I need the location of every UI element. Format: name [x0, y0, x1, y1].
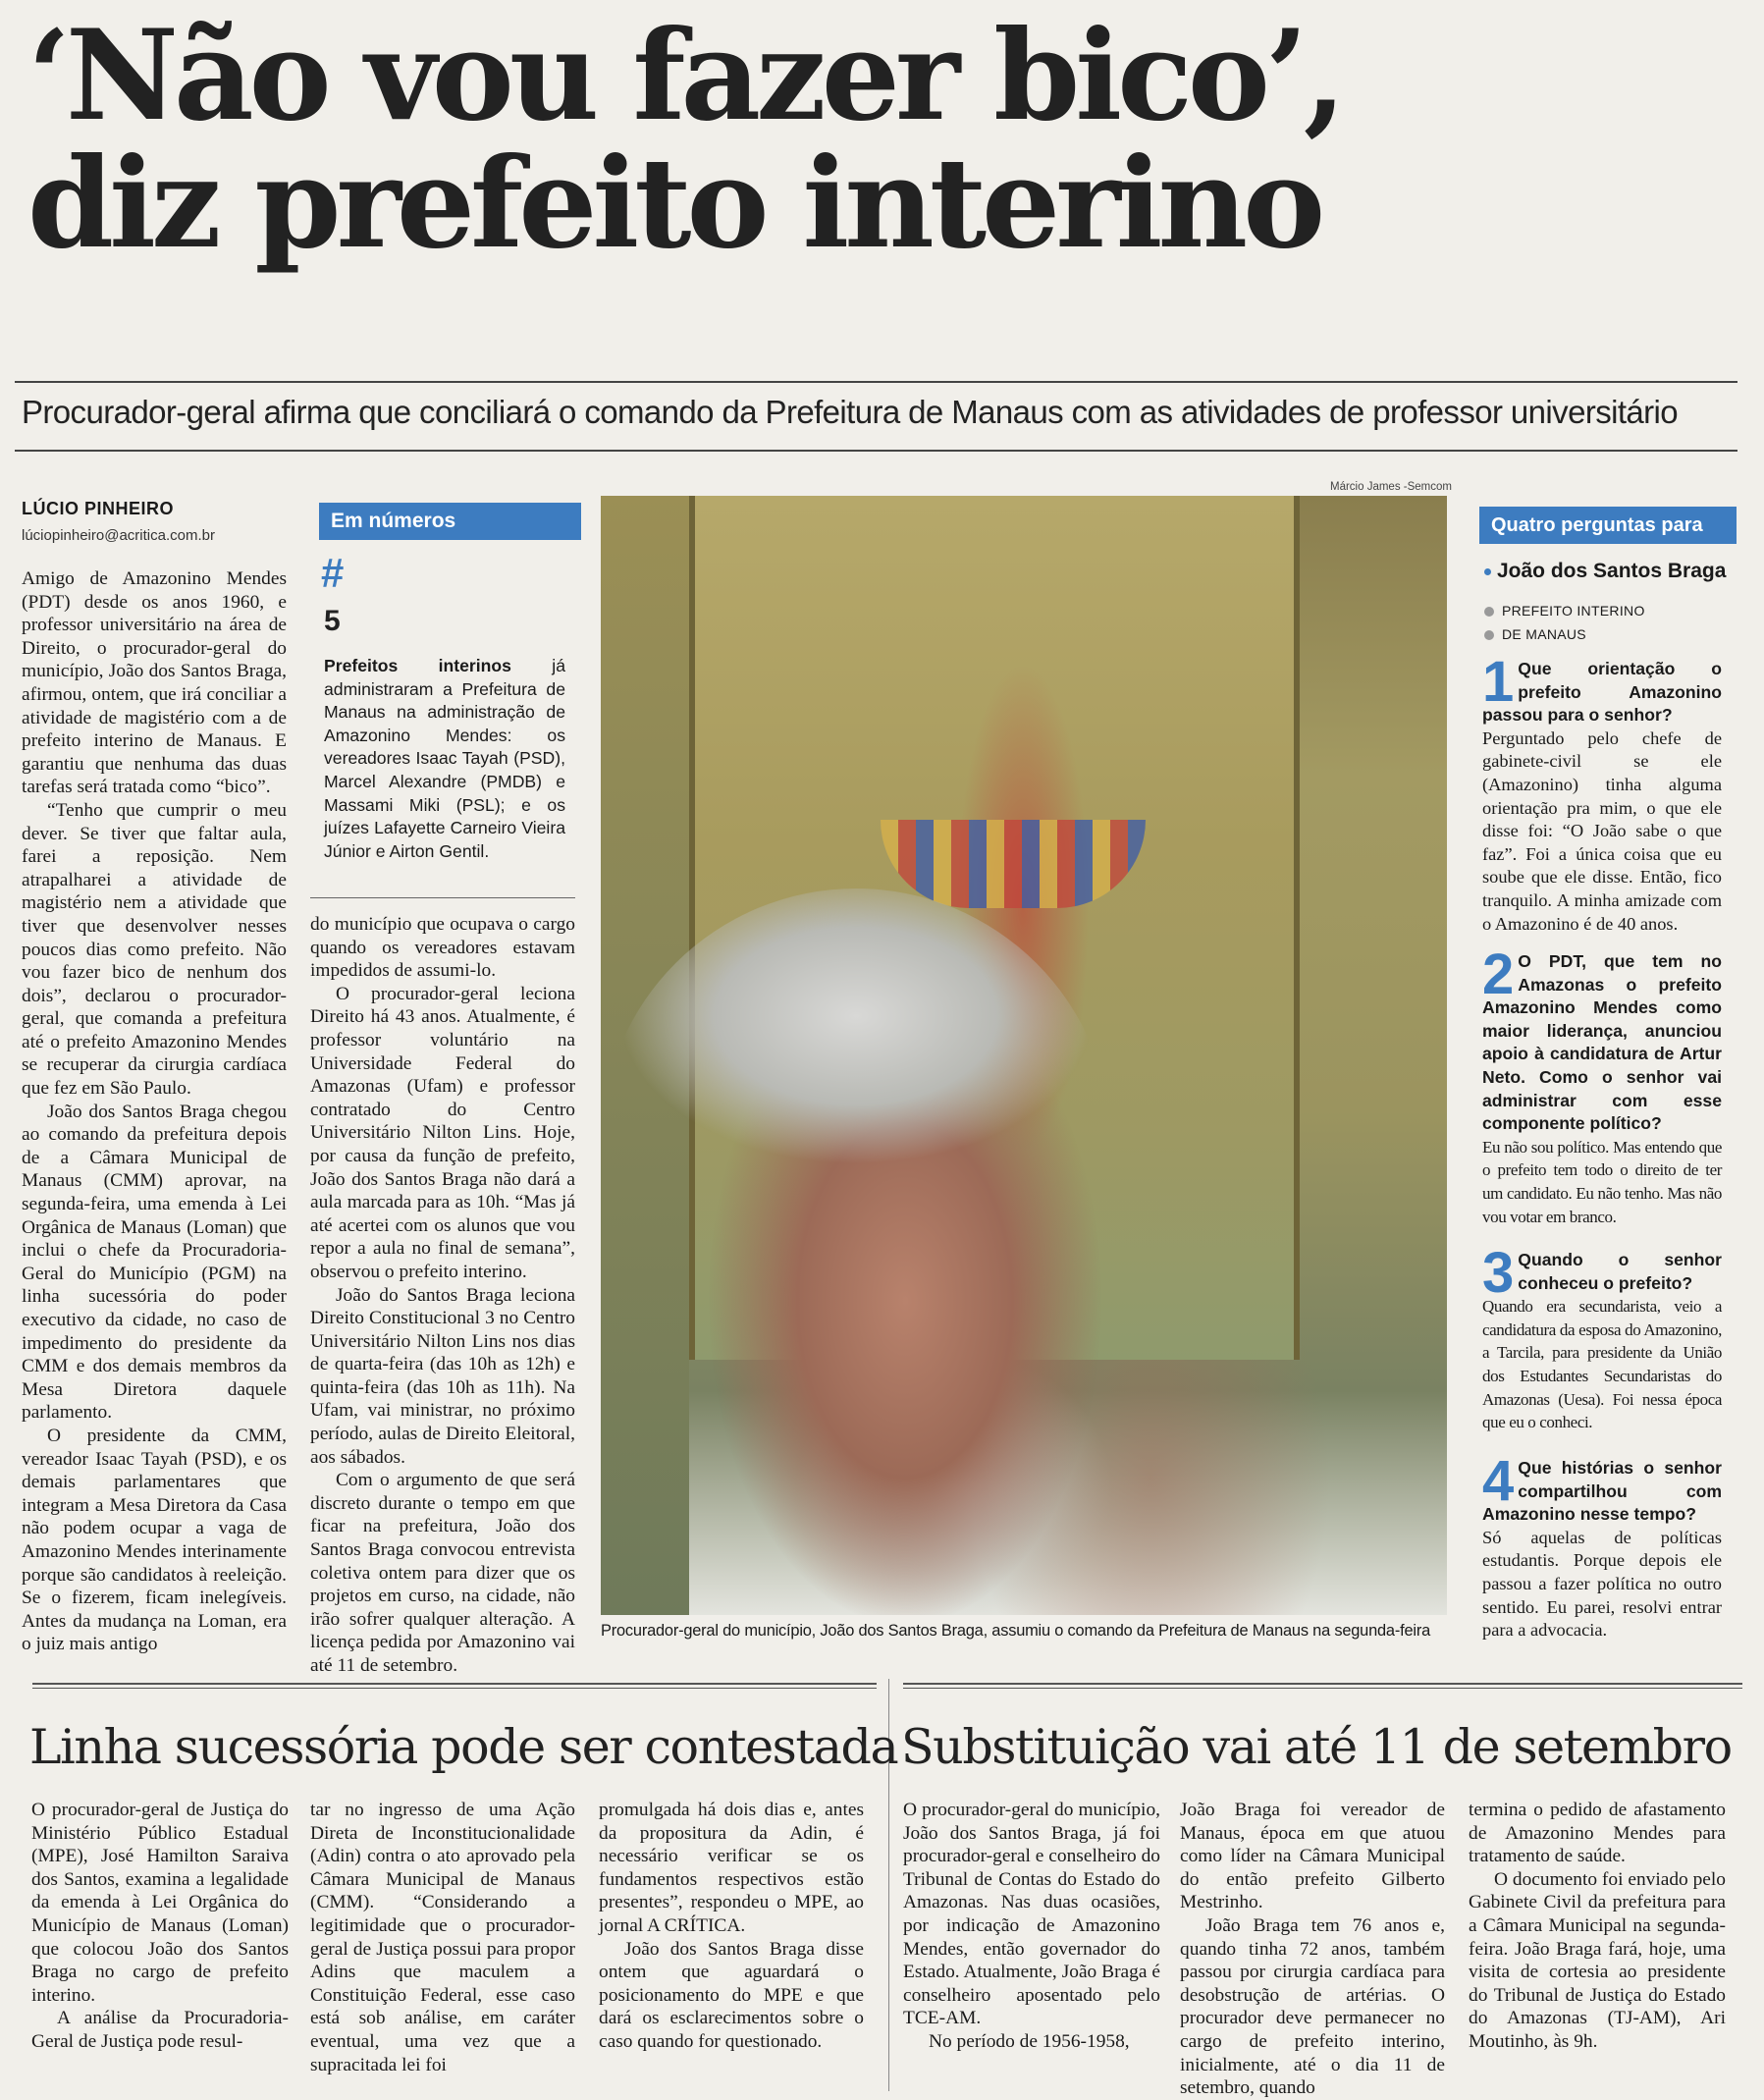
left-story-title: Linha sucessória pode ser contestada: [29, 1719, 898, 1775]
numbers-text: [324, 655, 565, 863]
answer-text: Eu não sou político. Mas entendo que o prefeito tem todo o direito de ter um candidato. Eu não tenho. Mas não vou votar em branco.: [1482, 1137, 1722, 1226]
paragraph: O procurador-geral do município, João dos Santos Braga, já foi procurador-geral e conselheiro do Tribunal de Contas do Estado do Amazonas. Nas duas ocasiões, por indicação de Amazonino Mendes, então governador do Estado. Atualmente, João Braga é conselheiro aposentado pelo TCE-AM.: [903, 1800, 1160, 2029]
paragraph: Com o argumento de que será discreto durante o tempo em que ficar na prefeitura, João dos Santos Braga convocou entrevista coletiva ontem para dizer que os projetos em curso, na cidade, não irão sofrer qualquer alteração. A licença pedida por Amazonino vai até 11 de setembro.: [310, 1470, 575, 1676]
paragraph: tar no ingresso de uma Ação Direta de Inconstitucionalidade (Adin) contra o ato aprovado pela Câmara Municipal de Manaus (CMM). “Considerando a legitimidade que o procurador-geral de Justiça possui para propor Adins que maculem a Constituição Federal, esse caso está sob análise, em caráter eventual, uma vez que a supracitada lei foi: [310, 1800, 575, 2075]
paragraph: termina o pedido de afastamento de Amazonino Mendes para tratamento de saúde.: [1469, 1800, 1726, 1867]
right-story-column-3: [1469, 1799, 1726, 2054]
left-story-rule: [32, 1683, 877, 1689]
right-story-column-1: [903, 1799, 1160, 2054]
photo-credit: Márcio James -Semcom: [1330, 481, 1452, 493]
answer-text: Perguntado pelo chefe de gabinete-civil se ele (Amazonino) tinha alguma orientação pra mim, o que ele disse foi: “O João sabe o que faz”. Foi a única coisa que eu soube que ele disse. Então, fico tranquilo. A minha amizade com o Amazonino é de 40 anos.: [1482, 727, 1722, 934]
numbers-box-rule: [310, 897, 575, 898]
subtitle-rule: [15, 450, 1737, 452]
paragraph: “Tenho que cumprir o meu dever. Se tiver que faltar aula, farei a reposição. Nem atrapalharei a atividade de magistério nem a atividade que tiver que desenvolver nesses poucos dias como prefeito. Não vou fazer bico de nenhum dos dois”, declarou o procurador-geral, que comanda a prefeitura até o prefeito Amazonino Mendes se recuperar da cirurgia cardíaca que fez em São Paulo.: [22, 799, 287, 1100]
paragraph: João dos Santos Braga chegou ao comando da prefeitura depois de a Câmara Municipal de Manaus (CMM) aprovar, na segunda-feira, uma emenda à Lei Orgânica de Manaus (Loman) que inclui o chefe da Procuradoria-Geral do Município (PGM) na linha sucessória do poder executivo da cidade, no caso de impedimento do presidente da CMM e dos demais membros da Mesa Diretora daquele parlamento.: [22, 1101, 287, 1424]
answer-text: Só aquelas de políticas estudantis. Porque depois ele passou a fazer política no outro sentido. Eu parei, resolvi entrar para a advocacia.: [1482, 1527, 1722, 1641]
question-number: 3: [1482, 1241, 1515, 1305]
left-story-column-2: [310, 1799, 575, 2076]
question-text: Que histórias o senhor compartilhou com Amazonino nesse tempo?: [1482, 1458, 1722, 1525]
paragraph: O documento foi enviado pelo Gabinete Civil da prefeitura para a Câmara Municipal na segunda-feira. João Braga fará, hoje, uma visita de cortesia ao presidente do Tribunal de Justiça do Estado do Amazonas (TJ-AM), Ari Moutinho, às 9h.: [1469, 1868, 1726, 2052]
headline-line-1: ‘Não vou fazer bico’,: [27, 3, 1342, 148]
top-rule: [15, 381, 1737, 383]
headline-line-2: diz prefeito interino: [27, 131, 1321, 276]
hash-icon: #: [321, 550, 345, 596]
question-number: 2: [1482, 942, 1515, 1006]
question-number: 1: [1482, 650, 1515, 714]
photo-caption: Procurador-geral do município, João dos Santos Braga, assumiu o comando da Prefeitura de Manaus na segunda-feira: [601, 1622, 1430, 1640]
question-text: Que orientação o prefeito Amazonino passou para o senhor?: [1482, 659, 1722, 726]
interviewee-role-2: DE MANAUS: [1484, 626, 1586, 642]
author-name: LÚCIO PINHEIRO: [22, 499, 175, 518]
right-story-title: Substituição vai até 11 de setembro: [901, 1719, 1732, 1775]
numbers-text-body: já administraram a Prefeitura de Manaus na administração de Amazonino Mendes: os vereadores Isaac Tayah (PSD), Marcel Alexandre (PMDB) e Massami Miki (PSL); e os juízes Lafayette Carneiro Vieira Júnior e Airton Gentil.: [324, 656, 565, 861]
numbers-box-title: Em números: [319, 503, 581, 540]
author-email: lúciopinheiro@acritica.com.br: [22, 527, 215, 544]
headline: [27, 3, 1736, 276]
paragraph: No período de 1956-1958,: [929, 2030, 1130, 2052]
numbers-value: 5: [324, 605, 341, 637]
question-1: [1482, 650, 1722, 936]
question-text: Quando o senhor conheceu o prefeito?: [1518, 1250, 1722, 1293]
article-column-1: [22, 567, 287, 1656]
answer-text: Quando era secundarista, veio a candidatura da esposa do Amazonino, a Tarcila, para presidente da União dos Estudantes Secundaristas do Amazonas (Uesa). Foi nessa época que eu o conheci.: [1482, 1297, 1722, 1432]
article-column-2: [310, 913, 575, 1678]
right-story-rule: [903, 1683, 1742, 1689]
paragraph: João do Santos Braga leciona Direito Constitucional 3 no Centro Universitário Nilton Lins nos dias de quarta-feira (das 10h as 12h) e quinta-feira (das 10h as 11h). Na Ufam, vai ministrar, no próximo período, aulas de Direito Eleitoral, aos sábados.: [310, 1284, 575, 1468]
left-story-column-3: [599, 1799, 864, 2054]
question-2: [1482, 942, 1722, 1228]
paragraph: A análise da Procuradoria-Geral de Justiça pode resul-: [31, 2008, 289, 2052]
paragraph: João dos Santos Braga disse ontem que aguardará o posicionamento do MPE e que dará os esclarecimentos sobre o caso quando for questionado.: [599, 1938, 864, 2052]
right-story-column-2: [1180, 1799, 1445, 2100]
numbers-text-bold: Prefeitos interinos: [324, 656, 511, 675]
question-4: [1482, 1449, 1722, 1642]
question-3: [1482, 1241, 1722, 1434]
paragraph: O procurador-geral leciona Direito há 43 anos. Atualmente, é professor voluntário na Universidade Federal do Amazonas (Ufam) e professor contratado do Centro Universitário Nilton Lins. Hoje, por causa da função de prefeito, João dos Santos Braga não dará a aula marcada para as 10h. “Mas já até acertei com os alunos que vou repor a aula no final de semana”, observou o prefeito interino.: [310, 983, 575, 1282]
left-story-column-1: [31, 1799, 289, 2054]
paragraph: O procurador-geral de Justiça do Ministério Público Estadual (MPE), José Hamilton Saraiva dos Santos, examina a legalidade da emenda à Lei Orgânica do Município de Manaus (Loman) que colocou João dos Santos Braga no cargo de prefeito interino.: [31, 1800, 289, 2006]
questions-box-title: Quatro perguntas para: [1479, 507, 1737, 544]
interviewee-role-1: PREFEITO INTERINO: [1484, 603, 1645, 619]
subtitle: Procurador-geral afirma que conciliará o comando da Prefeitura de Manaus com as atividades de professor universitário: [22, 394, 1679, 430]
man-portrait: [601, 888, 1111, 1615]
byline: [22, 499, 215, 544]
paragraph: do município que ocupava o cargo quando os vereadores estavam impedidos de assumi-lo.: [310, 914, 575, 982]
paragraph: João Braga tem 76 anos e, quando tinha 72 anos, também passou por cirurgia cardíaca para desobstrução de artérias. O procurador deve permanecer no cargo de prefeito interino, inicialmente, até o dia 11 de setembro, quando: [1180, 1914, 1445, 2099]
interviewee-name: João dos Santos Braga: [1484, 560, 1726, 583]
paragraph: Amigo de Amazonino Mendes (PDT) desde os anos 1960, e professor universitário na área de Direito, o procurador-geral do município, João dos Santos Braga, afirmou, ontem, que irá conciliar a atividade de magistério com a de prefeito interino de Manaus. E garantiu que nenhuma das duas tarefas será tratada como “bico”.: [22, 568, 287, 798]
paragraph: O presidente da CMM, vereador Isaac Tayah (PSD), e os demais parlamentares que integram a Mesa Diretora da Casa não podem ocupar a vaga de Amazonino Mendes interinamente porque são candidatos à reeleição. Se o fizerem, ficam inelegíveis. Antes da mudança na Loman, era o juiz mais antigo: [22, 1425, 287, 1655]
question-number: 4: [1482, 1449, 1515, 1513]
paragraph: promulgada há dois dias e, antes da propositura da Adin, é necessário verificar se os fundamentos respectivos estão presentes”, respondeu o MPE, ao jornal A CRÍTICA.: [599, 1800, 864, 1936]
question-text: O PDT, que tem no Amazonas o prefeito Amazonino Mendes como maior liderança, anunciou apoio à candidatura de Artur Neto. Como o senhor vai administrar com esse componente político?: [1482, 951, 1722, 1134]
portrait-photo: [601, 496, 1447, 1615]
paragraph: João Braga foi vereador de Manaus, época em que atuou como líder na Câmara Municipal do então prefeito Gilberto Mestrinho.: [1180, 1800, 1445, 1913]
